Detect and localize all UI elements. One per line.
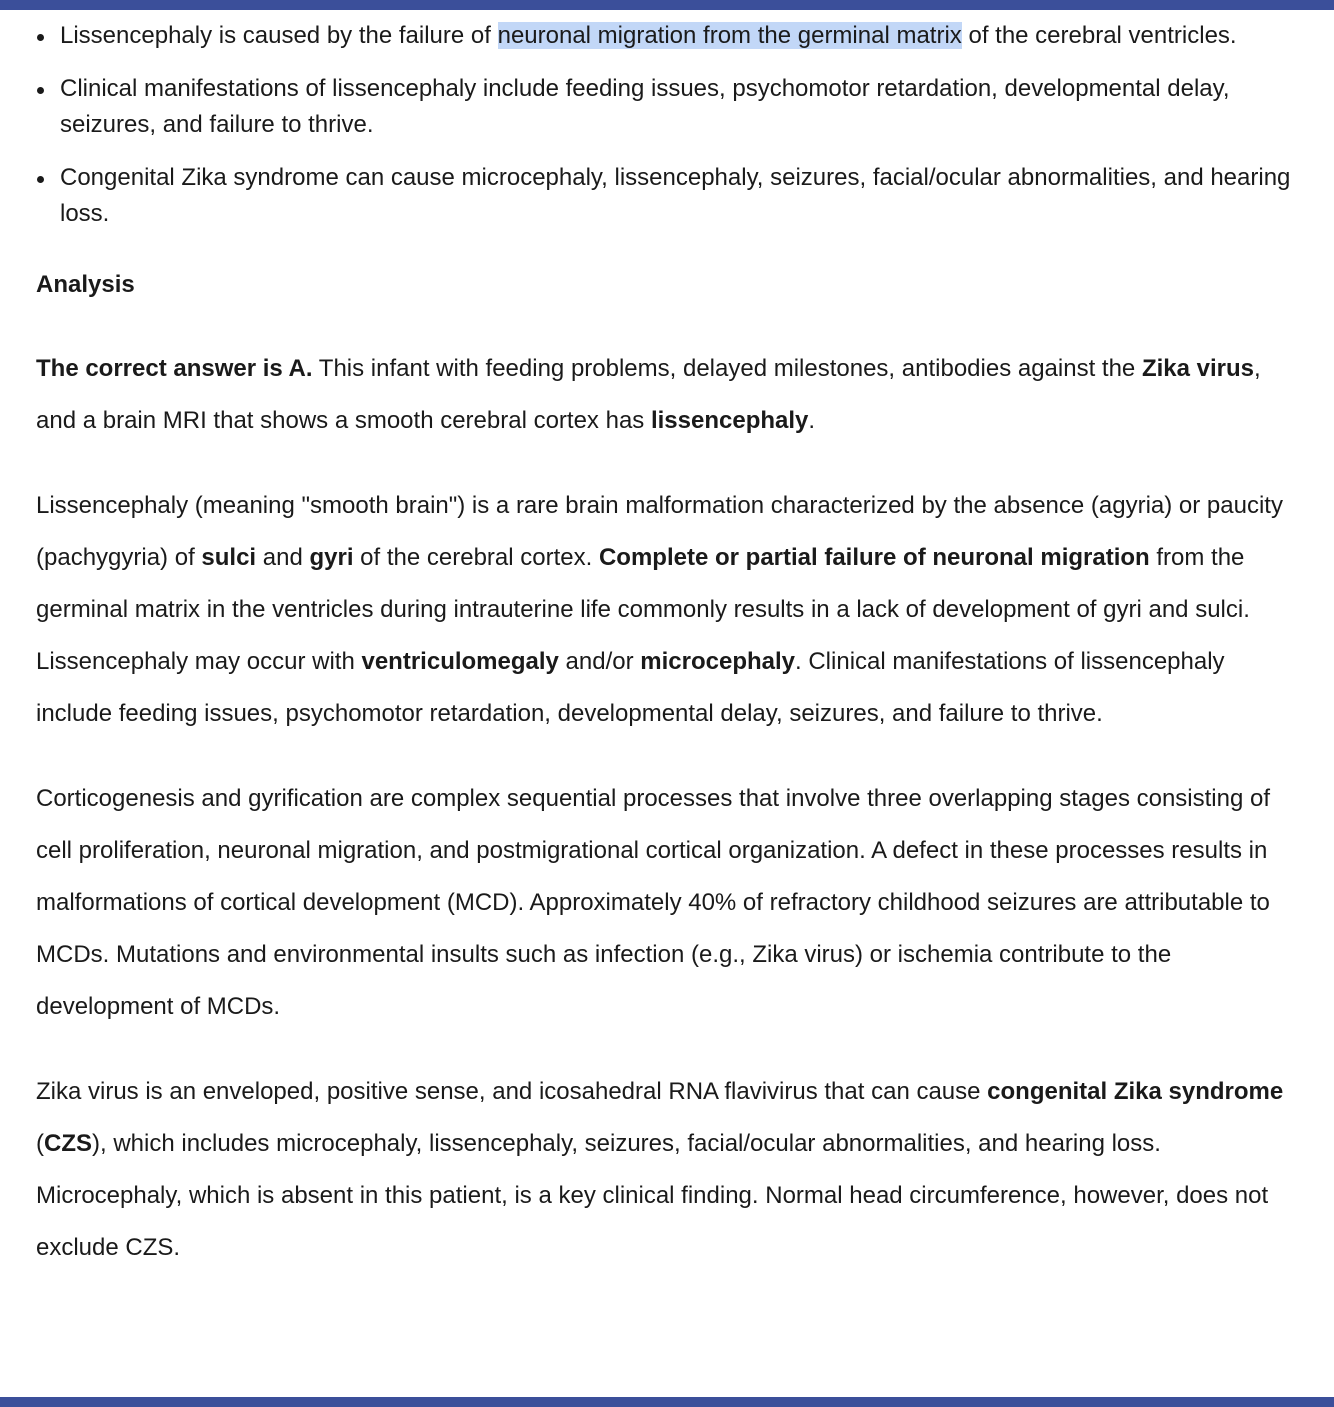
analysis-heading: Analysis (36, 271, 135, 298)
key-points-list (36, 18, 1306, 232)
zika-paragraph: Zika virus is an enveloped, positive sense, and icosahedral RNA flavivirus that can cause congenital Zika syndrome (CZS), which includes microcephaly, lissencephaly, seizures, facial/ocular abnormalities, and hearing loss. Microcephaly, which is absent in this patient, is a key clinical finding. Normal head circumference, however, does not exclude CZS. (36, 1078, 1284, 1261)
bottom-border-bar (0, 1397, 1334, 1407)
top-border-bar (0, 0, 1334, 10)
highlighted-text[interactable]: neuronal migration from the germinal matrix (497, 22, 962, 49)
corticogenesis-paragraph: Corticogenesis and gyrification are complex sequential processes that involve three overlapping stages consisting of cell proliferation, neuronal migration, and postmigrational cortical organization. A defect in these processes results in malformations of cortical development (MCD). Approximately 40% of refractory childhood seizures are attributable to MCDs. Mutations and environmental insults such as infection (e.g., Zika virus) or ischemia contribute to the development of MCDs. (36, 785, 1271, 1020)
lissencephaly-paragraph: Lissencephaly (meaning "smooth brain") is a rare brain malformation characterized by the absence (agyria) or paucity (pachygyria) of sulci and gyri of the cerebral cortex. Complete or partial failure of neuronal migration from the germinal matrix in the ventricles during intrauterine life commonly results in a lack of development of gyri and sulci. Lissencephaly may occur with ventriculomegaly and/or microcephaly. Clinical manifestations of lissencephaly include feeding issues, psychomotor retardation, developmental delay, seizures, and failure to thrive. (36, 492, 1283, 727)
key-point-item: Congenital Zika syndrome can cause microcephaly, lissencephaly, seizures, facial/ocular abnormalities, and hearing loss. (36, 160, 1306, 232)
answer-paragraph: The correct answer is A. This infant with feeding problems, delayed milestones, antibodies against the Zika virus, and a brain MRI that shows a smooth cerebral cortex has lissencephaly. (36, 355, 1261, 434)
key-point-item: Lissencephaly is caused by the failure of neuronal migration from the germinal matrix of the cerebral ventricles. (36, 18, 1306, 54)
key-point-item: Clinical manifestations of lissencephaly include feeding issues, psychomotor retardation, developmental delay, seizures, and failure to thrive. (36, 71, 1306, 143)
explanation-content (36, 18, 1306, 1274)
